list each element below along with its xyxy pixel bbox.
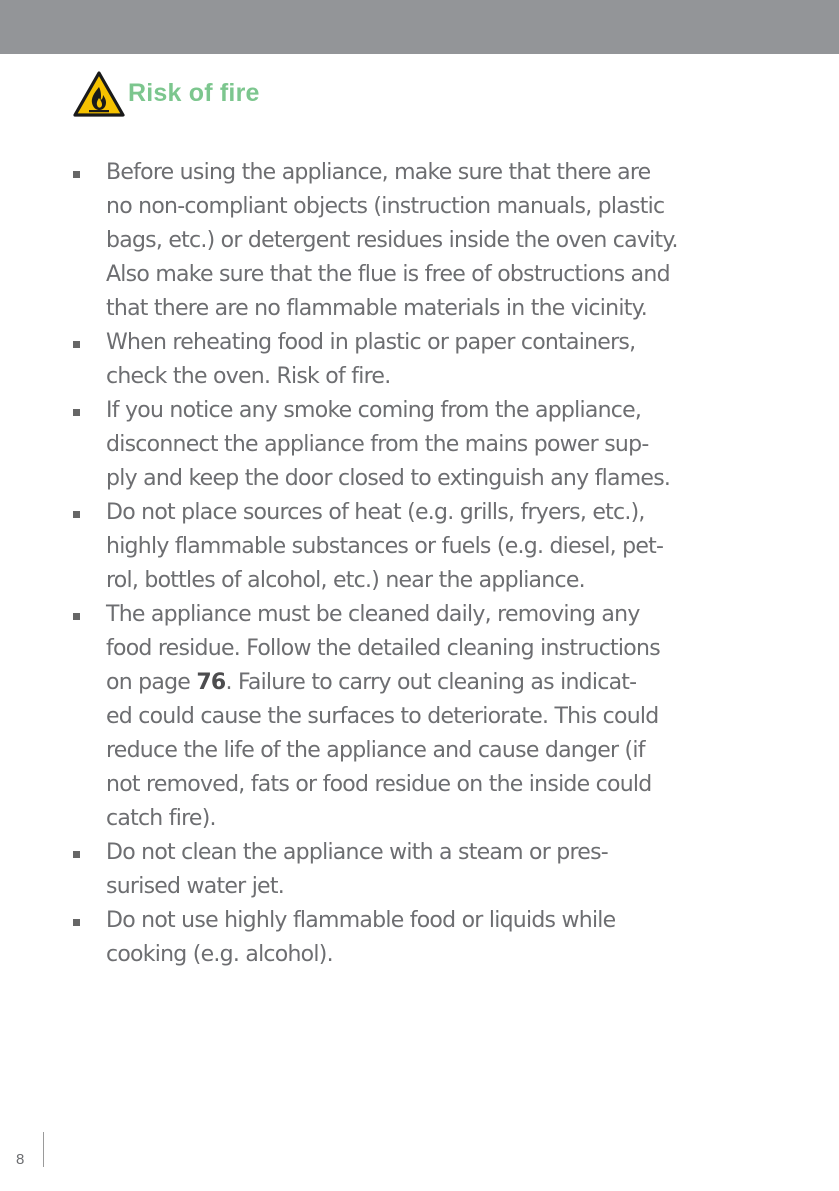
list-item: [0, 904, 839, 972]
text-line: no non-compliant objects (instruction manuals, plastic: [106, 194, 665, 219]
text-line: check the oven. Risk of fire.: [106, 364, 391, 389]
square-bullet-icon: [73, 171, 80, 178]
text-line: reduce the life of the appliance and cause danger (if: [106, 738, 645, 763]
list-item: [0, 598, 839, 836]
text-line: If you notice any smoke coming from the appliance,: [106, 398, 642, 423]
list-item: [0, 496, 839, 598]
text-line: Also make sure that the flue is free of obstructions and: [106, 262, 670, 287]
text-line: When reheating food in plastic or paper containers,: [106, 330, 636, 355]
fire-warning-icon: [72, 70, 126, 118]
text-line: rol, bottles of alcohol, etc.) near the appliance.: [106, 568, 585, 593]
text-line: Do not clean the appliance with a steam or pres-: [106, 840, 608, 865]
text-line-with-page-ref: [0, 666, 839, 700]
square-bullet-icon: [73, 341, 80, 348]
list-item: [0, 156, 839, 326]
text-fragment: . Failure to carry out cleaning as indicat-: [225, 670, 637, 695]
text-fragment: on page: [106, 670, 197, 695]
text-line: highly flammable substances or fuels (e.g. diesel, pet-: [106, 534, 664, 559]
text-line: The appliance must be cleaned daily, removing any: [106, 602, 640, 627]
square-bullet-icon: [73, 613, 80, 620]
text-line: food residue. Follow the detailed cleaning instructions: [106, 636, 660, 661]
square-bullet-icon: [73, 851, 80, 858]
page-title: Risk of fire: [128, 78, 260, 107]
page-number-divider: [43, 1132, 44, 1167]
text-line: Do not use highly flammable food or liquids while: [106, 908, 616, 933]
page-reference-link[interactable]: 76: [196, 670, 226, 695]
text-line: bags, etc.) or detergent residues inside the oven cavity.: [106, 228, 678, 253]
text-line: disconnect the appliance from the mains power sup-: [106, 432, 649, 457]
safety-bullet-list: [0, 156, 839, 972]
list-item: [0, 326, 839, 394]
text-line: surised water jet.: [106, 874, 284, 899]
header-band: [0, 0, 839, 54]
square-bullet-icon: [73, 409, 80, 416]
text-line: that there are no flammable materials in the vicinity.: [106, 296, 647, 321]
text-line: Before using the appliance, make sure that there are: [106, 160, 651, 185]
square-bullet-icon: [73, 919, 80, 926]
text-line: Do not place sources of heat (e.g. grills, fryers, etc.),: [106, 500, 645, 525]
square-bullet-icon: [73, 511, 80, 518]
list-item: [0, 836, 839, 904]
text-line: not removed, fats or food residue on the inside could: [106, 772, 652, 797]
text-line: ply and keep the door closed to extinguish any flames.: [106, 466, 671, 491]
text-line: ed could cause the surfaces to deteriorate. This could: [106, 704, 659, 729]
page-number: 8: [16, 1151, 25, 1168]
text-line: catch fire).: [106, 806, 216, 831]
section-heading: [72, 70, 260, 118]
text-line: cooking (e.g. alcohol).: [106, 942, 333, 967]
list-item: [0, 394, 839, 496]
